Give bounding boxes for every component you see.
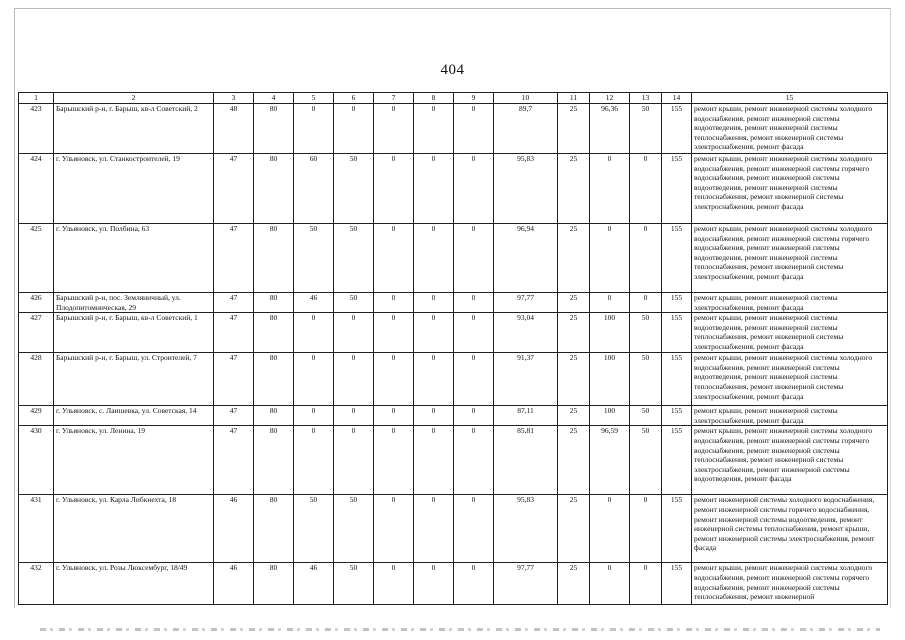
value-cell: 155 bbox=[662, 154, 692, 224]
value-cell: 46 bbox=[294, 293, 334, 313]
value-cell: 0 bbox=[374, 313, 414, 353]
value-cell: 0 bbox=[630, 293, 662, 313]
row-number-cell: 427 bbox=[19, 313, 54, 353]
value-cell: 0 bbox=[374, 353, 414, 406]
value-cell: 25 bbox=[558, 154, 590, 224]
row-number-cell: 426 bbox=[19, 293, 54, 313]
value-cell: 0 bbox=[454, 224, 494, 293]
col-header: 15 bbox=[692, 93, 888, 104]
row-number-cell: 424 bbox=[19, 154, 54, 224]
value-cell: 93,04 bbox=[494, 313, 558, 353]
value-cell: 80 bbox=[254, 224, 294, 293]
value-cell: 0 bbox=[374, 563, 414, 605]
works-list-cell: ремонт крыши, ремонт инженерной системы водоотведения, ремонт инженерной системы теплоснабжения, ремонт инженерной системы электроснабжения, ремонт фасада bbox=[692, 313, 888, 353]
value-cell: 25 bbox=[558, 495, 590, 563]
registry-table bbox=[18, 92, 888, 605]
col-header: 12 bbox=[590, 93, 630, 104]
value-cell: 0 bbox=[590, 563, 630, 605]
page-number: 404 bbox=[440, 62, 465, 78]
value-cell: 155 bbox=[662, 224, 692, 293]
value-cell: 0 bbox=[454, 495, 494, 563]
value-cell: 95,83 bbox=[494, 495, 558, 563]
value-cell: 0 bbox=[334, 353, 374, 406]
value-cell: 0 bbox=[454, 104, 494, 154]
value-cell: 155 bbox=[662, 495, 692, 563]
value-cell: 0 bbox=[414, 406, 454, 426]
value-cell: 0 bbox=[454, 426, 494, 495]
address-cell: г. Ульяновск, ул. Розы Люксембург, 18/49 bbox=[54, 563, 214, 605]
value-cell: 0 bbox=[414, 353, 454, 406]
value-cell: 50 bbox=[294, 224, 334, 293]
value-cell: 25 bbox=[558, 563, 590, 605]
table-row bbox=[19, 224, 888, 293]
value-cell: 0 bbox=[414, 563, 454, 605]
table-row bbox=[19, 293, 888, 313]
address-cell: Барышский р-н, г. Барыш, кв-л Советский, 2 bbox=[54, 104, 214, 154]
value-cell: 80 bbox=[254, 313, 294, 353]
value-cell: 25 bbox=[558, 224, 590, 293]
value-cell: 25 bbox=[558, 104, 590, 154]
col-header: 3 bbox=[214, 93, 254, 104]
value-cell: 155 bbox=[662, 104, 692, 154]
value-cell: 0 bbox=[374, 426, 414, 495]
value-cell: 0 bbox=[334, 104, 374, 154]
works-list-cell: ремонт крыши, ремонт инженерной системы холодного водоснабжения, ремонт инженерной системы водоотведения, ремонт инженерной системы теплоснабжения, ремонт инженерной системы электроснабжения, ремонт фасада bbox=[692, 104, 888, 154]
col-header: 14 bbox=[662, 93, 692, 104]
value-cell: 25 bbox=[558, 353, 590, 406]
value-cell: 60 bbox=[294, 154, 334, 224]
value-cell: 96,94 bbox=[494, 224, 558, 293]
col-header: 1 bbox=[19, 93, 54, 104]
table-row bbox=[19, 495, 888, 563]
value-cell: 0 bbox=[294, 313, 334, 353]
value-cell: 96,36 bbox=[590, 104, 630, 154]
value-cell: 0 bbox=[590, 293, 630, 313]
value-cell: 50 bbox=[334, 495, 374, 563]
value-cell: 0 bbox=[414, 313, 454, 353]
value-cell: 0 bbox=[590, 224, 630, 293]
header-row bbox=[19, 93, 888, 104]
value-cell: 0 bbox=[630, 154, 662, 224]
value-cell: 0 bbox=[294, 406, 334, 426]
works-list-cell: ремонт крыши, ремонт инженерной системы электроснабжения, ремонт фасада bbox=[692, 406, 888, 426]
value-cell: 155 bbox=[662, 293, 692, 313]
value-cell: 47 bbox=[214, 313, 254, 353]
works-list-cell: ремонт крыши, ремонт инженерной системы холодного водоснабжения, ремонт инженерной системы горячего водоснабжения, ремонт инженерной системы водоотведения, ремонт инженерной системы теплоснабжения, ремонт инженерной системы электроснабжения, ремонт фасада bbox=[692, 154, 888, 224]
col-header: 6 bbox=[334, 93, 374, 104]
value-cell: 0 bbox=[454, 154, 494, 224]
value-cell: 0 bbox=[630, 495, 662, 563]
value-cell: 80 bbox=[254, 495, 294, 563]
value-cell: 0 bbox=[374, 154, 414, 224]
col-header: 11 bbox=[558, 93, 590, 104]
row-number-cell: 429 bbox=[19, 406, 54, 426]
row-number-cell: 431 bbox=[19, 495, 54, 563]
row-number-cell: 423 bbox=[19, 104, 54, 154]
value-cell: 0 bbox=[630, 563, 662, 605]
value-cell: 50 bbox=[334, 563, 374, 605]
col-header: 5 bbox=[294, 93, 334, 104]
value-cell: 0 bbox=[454, 353, 494, 406]
value-cell: 50 bbox=[334, 293, 374, 313]
value-cell: 87,11 bbox=[494, 406, 558, 426]
value-cell: 0 bbox=[414, 224, 454, 293]
value-cell: 0 bbox=[414, 104, 454, 154]
value-cell: 80 bbox=[254, 104, 294, 154]
value-cell: 0 bbox=[374, 495, 414, 563]
scan-noise-strip bbox=[40, 628, 880, 631]
value-cell: 0 bbox=[334, 426, 374, 495]
value-cell: 25 bbox=[558, 293, 590, 313]
row-number-cell: 428 bbox=[19, 353, 54, 406]
value-cell: 0 bbox=[454, 313, 494, 353]
address-cell: г. Ульяновск, ул. Карла Либкнехта, 18 bbox=[54, 495, 214, 563]
value-cell: 85,81 bbox=[494, 426, 558, 495]
value-cell: 0 bbox=[414, 495, 454, 563]
value-cell: 25 bbox=[558, 426, 590, 495]
value-cell: 50 bbox=[630, 406, 662, 426]
col-header: 10 bbox=[494, 93, 558, 104]
address-cell: Барышский р-н, г. Барыш, ул. Строителей, 7 bbox=[54, 353, 214, 406]
address-cell: г. Ульяновск, ул. Станкостроителей, 19 bbox=[54, 154, 214, 224]
value-cell: 0 bbox=[454, 406, 494, 426]
table-row bbox=[19, 154, 888, 224]
address-cell: г. Ульяновск, с. Лаишевка, ул. Советская, 14 bbox=[54, 406, 214, 426]
value-cell: 80 bbox=[254, 563, 294, 605]
value-cell: 155 bbox=[662, 313, 692, 353]
value-cell: 47 bbox=[214, 154, 254, 224]
value-cell: 0 bbox=[294, 104, 334, 154]
value-cell: 91,37 bbox=[494, 353, 558, 406]
value-cell: 155 bbox=[662, 353, 692, 406]
value-cell: 0 bbox=[414, 426, 454, 495]
value-cell: 0 bbox=[294, 426, 334, 495]
value-cell: 97,77 bbox=[494, 563, 558, 605]
value-cell: 50 bbox=[630, 426, 662, 495]
value-cell: 80 bbox=[254, 154, 294, 224]
address-cell: Барышский р-н, г. Барыш, кв-л Советский, 1 bbox=[54, 313, 214, 353]
col-header: 8 bbox=[414, 93, 454, 104]
value-cell: 100 bbox=[590, 353, 630, 406]
value-cell: 47 bbox=[214, 406, 254, 426]
works-list-cell: ремонт крыши, ремонт инженерной системы электроснабжения, ремонт фасада bbox=[692, 293, 888, 313]
address-cell: г. Ульяновск, ул. Ленина, 19 bbox=[54, 426, 214, 495]
value-cell: 97,77 bbox=[494, 293, 558, 313]
value-cell: 0 bbox=[414, 293, 454, 313]
value-cell: 0 bbox=[374, 293, 414, 313]
col-header: 9 bbox=[454, 93, 494, 104]
value-cell: 48 bbox=[214, 104, 254, 154]
value-cell: 80 bbox=[254, 353, 294, 406]
row-number-cell: 432 bbox=[19, 563, 54, 605]
value-cell: 96,59 bbox=[590, 426, 630, 495]
works-list-cell: ремонт крыши, ремонт инженерной системы холодного водоснабжения, ремонт инженерной системы горячего водоснабжения, ремонт инженерной системы теплоснабжения, ремонт инженерной системы электроснабжения, ремонт инженерной системы водоотведения, ремонт фасада bbox=[692, 426, 888, 495]
value-cell: 0 bbox=[334, 406, 374, 426]
col-header: 7 bbox=[374, 93, 414, 104]
row-number-cell: 425 bbox=[19, 224, 54, 293]
value-cell: 25 bbox=[558, 313, 590, 353]
address-cell: г. Ульяновск, ул. Полбина, 63 bbox=[54, 224, 214, 293]
value-cell: 0 bbox=[334, 313, 374, 353]
value-cell: 0 bbox=[590, 154, 630, 224]
works-list-cell: ремонт крыши, ремонт инженерной системы холодного водоснабжения, ремонт инженерной системы водоотведения, ремонт инженерной системы теплоснабжения, ремонт инженерной системы электроснабжения, ремонт фасада bbox=[692, 353, 888, 406]
table-row bbox=[19, 104, 888, 154]
value-cell: 0 bbox=[294, 353, 334, 406]
works-list-cell: ремонт крыши, ремонт инженерной системы холодного водоснабжения, ремонт инженерной системы горячего водоснабжения, ремонт инженерной системы водоотведения, ремонт инженерной системы теплоснабжения, ремонт инженерной системы электроснабжения, ремонт фасада bbox=[692, 224, 888, 293]
value-cell: 0 bbox=[414, 154, 454, 224]
value-cell: 50 bbox=[334, 224, 374, 293]
table-row bbox=[19, 563, 888, 605]
value-cell: 25 bbox=[558, 406, 590, 426]
table-row bbox=[19, 426, 888, 495]
value-cell: 46 bbox=[214, 495, 254, 563]
col-header: 2 bbox=[54, 93, 214, 104]
value-cell: 0 bbox=[374, 406, 414, 426]
value-cell: 50 bbox=[630, 104, 662, 154]
value-cell: 47 bbox=[214, 224, 254, 293]
value-cell: 50 bbox=[334, 154, 374, 224]
table-row bbox=[19, 313, 888, 353]
value-cell: 47 bbox=[214, 426, 254, 495]
value-cell: 155 bbox=[662, 563, 692, 605]
value-cell: 0 bbox=[454, 563, 494, 605]
value-cell: 50 bbox=[630, 353, 662, 406]
value-cell: 46 bbox=[214, 563, 254, 605]
table-row bbox=[19, 353, 888, 406]
value-cell: 89,7 bbox=[494, 104, 558, 154]
value-cell: 0 bbox=[374, 224, 414, 293]
value-cell: 0 bbox=[374, 104, 414, 154]
value-cell: 155 bbox=[662, 406, 692, 426]
value-cell: 80 bbox=[254, 406, 294, 426]
value-cell: 47 bbox=[214, 353, 254, 406]
value-cell: 100 bbox=[590, 406, 630, 426]
works-list-cell: ремонт инженерной системы холодного водоснабжения, ремонт инженерной системы горячего водоснабжения, ремонт инженерной системы водоотведения, ремонт инженерной системы теплоснабжения, ремонт крыши, ремонт инженерной системы электроснабжения, ремонт фасада bbox=[692, 495, 888, 563]
value-cell: 80 bbox=[254, 293, 294, 313]
value-cell: 46 bbox=[294, 563, 334, 605]
value-cell: 0 bbox=[630, 224, 662, 293]
value-cell: 0 bbox=[590, 495, 630, 563]
col-header: 4 bbox=[254, 93, 294, 104]
value-cell: 50 bbox=[630, 313, 662, 353]
works-list-cell: ремонт крыши, ремонт инженерной системы холодного водоснабжения, ремонт инженерной системы горячего водоснабжения, ремонт инженерной системы теплоснабжения, ремонт инженерной bbox=[692, 563, 888, 605]
value-cell: 95,83 bbox=[494, 154, 558, 224]
value-cell: 80 bbox=[254, 426, 294, 495]
address-cell: Барышский р-н, пос. Земляничный, ул. Плодопитомническая, 29 bbox=[54, 293, 214, 313]
row-number-cell: 430 bbox=[19, 426, 54, 495]
value-cell: 47 bbox=[214, 293, 254, 313]
col-header: 13 bbox=[630, 93, 662, 104]
value-cell: 0 bbox=[454, 293, 494, 313]
value-cell: 100 bbox=[590, 313, 630, 353]
value-cell: 155 bbox=[662, 426, 692, 495]
table-row bbox=[19, 406, 888, 426]
value-cell: 50 bbox=[294, 495, 334, 563]
